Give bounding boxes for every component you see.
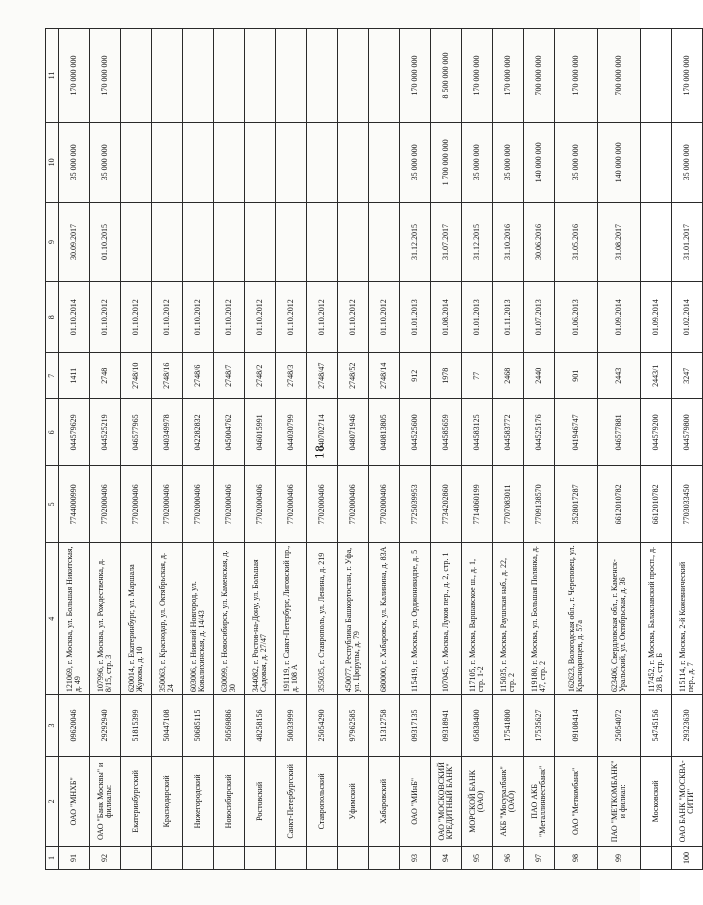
row-number: 92 [90, 846, 121, 869]
bik: 044583772 [493, 399, 524, 466]
address: 119180, г. Москва, ул. Большая Полянка, д. 47, стр. 2 [524, 543, 555, 695]
table-row [400, 29, 431, 870]
table-row [493, 29, 524, 870]
start-date: 01.06.2013 [555, 282, 598, 353]
table-row [307, 29, 338, 870]
license-number: 2443/1 [641, 353, 672, 399]
end-date: 31.05.2016 [555, 202, 598, 282]
row-number [641, 846, 672, 869]
table-row [214, 29, 245, 870]
table-body [46, 29, 703, 870]
table-row [338, 29, 369, 870]
total-amount [152, 29, 183, 123]
row-number: 97 [524, 846, 555, 869]
total-amount [338, 29, 369, 123]
reg-code: 50447108 [152, 695, 183, 757]
bik: 044585659 [431, 399, 462, 466]
row-number [307, 846, 338, 869]
row-number: 91 [59, 846, 90, 869]
start-date: 01.10.2012 [183, 282, 214, 353]
end-date: 31.10.2016 [493, 202, 524, 282]
table-row [152, 29, 183, 870]
bik: 044525219 [90, 399, 121, 466]
start-date: 01.10.2012 [276, 282, 307, 353]
license-number: 2748/2 [245, 353, 276, 399]
license-number: 2748/6 [183, 353, 214, 399]
bik: 044579200 [641, 399, 672, 466]
bik: 044525600 [400, 399, 431, 466]
inn: 7702000406 [307, 466, 338, 543]
row-number [121, 846, 152, 869]
inn: 7702000406 [121, 466, 152, 543]
bank-name: Екатеринбургский [121, 756, 152, 846]
row-number [276, 846, 307, 869]
inn: 7714060199 [462, 466, 493, 543]
end-date: 31.12.2015 [400, 202, 431, 282]
bank-name: ПАО "МЕТКОМБАНК" и филиал: [598, 756, 641, 846]
start-date: 01.09.2014 [641, 282, 672, 353]
bik: 040813805 [369, 399, 400, 466]
reg-code: 09108414 [555, 695, 598, 757]
table-row [555, 29, 598, 870]
license-number: 2443 [598, 353, 641, 399]
reg-code: 50685115 [183, 695, 214, 757]
address: 680000, г. Хабаровск, ул. Калинина, д. 83А [369, 543, 400, 695]
end-date [276, 202, 307, 282]
bank-name: Краснодарский [152, 756, 183, 846]
table-row [672, 29, 703, 870]
reg-code: 25054072 [598, 695, 641, 757]
reg-code: 97962585 [338, 695, 369, 757]
address: 450077, Республика Башкортостан, г. Уфа, ул. Цюрупы, д. 79 [338, 543, 369, 695]
bank-name: Нижегородский [183, 756, 214, 846]
bank-name: ПАО АКБ "Металлинвестбанк" [524, 756, 555, 846]
address: 630099, г. Новосибирск, ул. Каменская, д. 30 [214, 543, 245, 695]
address: 623406, Свердловская обл., г. Каменск-Уральский, ул. Октябрьская, д. 36 [598, 543, 641, 695]
license-number: 1411 [59, 353, 90, 399]
reg-code: 05838400 [462, 695, 493, 757]
limit-amount: 35 000 000 [90, 122, 121, 202]
limit-amount: 35 000 000 [555, 122, 598, 202]
inn: 7725039953 [400, 466, 431, 543]
limit-amount [641, 122, 672, 202]
start-date: 01.10.2012 [307, 282, 338, 353]
reg-code: 09318941 [431, 695, 462, 757]
row-number: 100 [672, 846, 703, 869]
table-row [276, 29, 307, 870]
bik: 040349978 [152, 399, 183, 466]
column-header: 9 [46, 202, 59, 282]
start-date: 01.09.2014 [598, 282, 641, 353]
total-amount [245, 29, 276, 123]
inn: 7702000406 [276, 466, 307, 543]
page-number: 18 [313, 445, 327, 459]
end-date: 30.06.2016 [524, 202, 555, 282]
start-date: 01.10.2012 [338, 282, 369, 353]
table-row [431, 29, 462, 870]
limit-amount: 1 700 000 000 [431, 122, 462, 202]
inn: 3528017287 [555, 466, 598, 543]
bank-name: Новосибирский [214, 756, 245, 846]
end-date: 01.10.2015 [90, 202, 121, 282]
row-number: 95 [462, 846, 493, 869]
bik: 048071946 [338, 399, 369, 466]
total-amount [214, 29, 245, 123]
limit-amount [183, 122, 214, 202]
total-amount [369, 29, 400, 123]
start-date: 01.01.2013 [400, 282, 431, 353]
inn: 7702000406 [183, 466, 214, 543]
reg-code: 09620046 [59, 695, 90, 757]
limit-amount [276, 122, 307, 202]
header-row [46, 29, 59, 870]
limit-amount [214, 122, 245, 202]
address: 620014, г. Екатеринбург, ул. Маршала Жукова, д. 10 [121, 543, 152, 695]
bank-register-table [45, 28, 703, 870]
row-number [338, 846, 369, 869]
start-date: 01.10.2012 [214, 282, 245, 353]
address: 121069, г. Москва, ул. Большая Никитская, д. 49 [59, 543, 90, 695]
inn: 7702000406 [245, 466, 276, 543]
limit-amount [369, 122, 400, 202]
license-number: 901 [555, 353, 598, 399]
inn: 7702000406 [214, 466, 245, 543]
start-date: 01.10.2012 [245, 282, 276, 353]
total-amount [641, 29, 672, 123]
bik: 044030799 [276, 399, 307, 466]
reg-code: 54745156 [641, 695, 672, 757]
bank-name: ОАО "Банк Москвы" и филиалы: [90, 756, 121, 846]
license-number: 2748/7 [214, 353, 245, 399]
license-number: 3247 [672, 353, 703, 399]
bank-name: АКБ "Мосуралбанк" (ОАО) [493, 756, 524, 846]
address: 107045, г. Москва, Луков пер., д. 2, стр. 1 [431, 543, 462, 695]
end-date [369, 202, 400, 282]
start-date: 01.10.2012 [90, 282, 121, 353]
address: 162623, Вологодская обл., г. Череповец, ул. Краснодонцев, д. 57а [555, 543, 598, 695]
reg-code: 50033999 [276, 695, 307, 757]
bik: 046015991 [245, 399, 276, 466]
end-date: 31.01.2017 [672, 202, 703, 282]
license-number: 77 [462, 353, 493, 399]
reg-code: 51312758 [369, 695, 400, 757]
end-date: 31.12.2015 [462, 202, 493, 282]
column-header: 3 [46, 695, 59, 757]
bik: 044579800 [672, 399, 703, 466]
license-number: 2748/14 [369, 353, 400, 399]
limit-amount: 140 000 000 [598, 122, 641, 202]
end-date [641, 202, 672, 282]
total-amount [121, 29, 152, 123]
limit-amount [307, 122, 338, 202]
bank-name: Хабаровский [369, 756, 400, 846]
reg-code: 17535627 [524, 695, 555, 757]
rotated-table-wrapper [45, 28, 695, 870]
bik: 040702714 [307, 399, 338, 466]
total-amount: 700 000 000 [524, 29, 555, 123]
table-row [59, 29, 90, 870]
row-number [369, 846, 400, 869]
bank-name: Уфимский [338, 756, 369, 846]
row-number: 98 [555, 846, 598, 869]
bik: 045004762 [214, 399, 245, 466]
license-number: 2748 [90, 353, 121, 399]
license-number: 2468 [493, 353, 524, 399]
end-date [214, 202, 245, 282]
license-number: 2748/10 [121, 353, 152, 399]
limit-amount: 35 000 000 [400, 122, 431, 202]
bank-name: ОАО БАНК "МОСКВА-СИТИ" [672, 756, 703, 846]
inn: 7702000406 [369, 466, 400, 543]
inn: 7734202860 [431, 466, 462, 543]
limit-amount [338, 122, 369, 202]
license-number: 2748/3 [276, 353, 307, 399]
start-date: 01.08.2014 [431, 282, 462, 353]
license-number: 912 [400, 353, 431, 399]
inn: 6612010782 [598, 466, 641, 543]
bank-name: Ростовский [245, 756, 276, 846]
end-date [338, 202, 369, 282]
license-number: 1978 [431, 353, 462, 399]
bank-name: МОРСКОЙ БАНК (ОАО) [462, 756, 493, 846]
address: 191119, г. Санкт-Петербург, Лиговский пр., д. 108 А [276, 543, 307, 695]
start-date: 01.01.2013 [462, 282, 493, 353]
column-header: 5 [46, 466, 59, 543]
row-number: 93 [400, 846, 431, 869]
start-date: 01.10.2012 [369, 282, 400, 353]
reg-code: 09317135 [400, 695, 431, 757]
limit-amount: 140 000 000 [524, 122, 555, 202]
end-date [307, 202, 338, 282]
total-amount: 170 000 000 [59, 29, 90, 123]
start-date: 01.10.2014 [59, 282, 90, 353]
bank-name: ОАО "МИнБ" [400, 756, 431, 846]
table-row [598, 29, 641, 870]
license-number: 2748/47 [307, 353, 338, 399]
limit-amount [245, 122, 276, 202]
license-number: 2748/52 [338, 353, 369, 399]
address: 117105, г. Москва, Варшавское ш., д. 1, стр. 1-2 [462, 543, 493, 695]
limit-amount [152, 122, 183, 202]
total-amount: 170 000 000 [493, 29, 524, 123]
start-date: 01.07.2013 [524, 282, 555, 353]
row-number [152, 846, 183, 869]
table-row [524, 29, 555, 870]
total-amount [183, 29, 214, 123]
row-number: 99 [598, 846, 641, 869]
bik: 044579629 [59, 399, 90, 466]
row-number [245, 846, 276, 869]
reg-code: 17541800 [493, 695, 524, 757]
bik: 041946747 [555, 399, 598, 466]
reg-code: 29323630 [672, 695, 703, 757]
start-date: 01.10.2012 [152, 282, 183, 353]
address: 115114, г. Москва, 2-й Кожевнический пер., д. 7 [672, 543, 703, 695]
column-header: 7 [46, 353, 59, 399]
row-number: 94 [431, 846, 462, 869]
bank-name: Московский [641, 756, 672, 846]
total-amount: 170 000 000 [672, 29, 703, 123]
table-row [90, 29, 121, 870]
inn: 7744000990 [59, 466, 90, 543]
address: 107996, г. Москва, ул. Рождественка, д. 8/15, стр. 3 [90, 543, 121, 695]
end-date [152, 202, 183, 282]
total-amount: 170 000 000 [90, 29, 121, 123]
inn: 7707083011 [493, 466, 524, 543]
row-number [214, 846, 245, 869]
column-header: 4 [46, 543, 59, 695]
limit-amount: 35 000 000 [493, 122, 524, 202]
end-date: 31.08.2017 [598, 202, 641, 282]
table-row [641, 29, 672, 870]
address: 350063, г. Краснодар, ул. Октябрьская, д. 24 [152, 543, 183, 695]
table-row [121, 29, 152, 870]
end-date: 30.09.2017 [59, 202, 90, 282]
start-date: 01.02.2014 [672, 282, 703, 353]
end-date [245, 202, 276, 282]
inn: 7703033450 [672, 466, 703, 543]
inn: 7709138570 [524, 466, 555, 543]
end-date [121, 202, 152, 282]
table-row [462, 29, 493, 870]
end-date: 31.07.2017 [431, 202, 462, 282]
bank-name: Санкт-Петербургский [276, 756, 307, 846]
total-amount: 8 500 000 000 [431, 29, 462, 123]
column-header: 8 [46, 282, 59, 353]
total-amount [307, 29, 338, 123]
limit-amount: 35 000 000 [462, 122, 493, 202]
row-number [183, 846, 214, 869]
column-header: 2 [46, 756, 59, 846]
bik: 042282832 [183, 399, 214, 466]
table-row [183, 29, 214, 870]
row-number: 96 [493, 846, 524, 869]
table-row [245, 29, 276, 870]
reg-code: 48258156 [245, 695, 276, 757]
bank-name: ОАО "Меткомбанк" [555, 756, 598, 846]
bik: 044583125 [462, 399, 493, 466]
inn: 7702000406 [152, 466, 183, 543]
table-row [369, 29, 400, 870]
bik: 044525176 [524, 399, 555, 466]
total-amount [276, 29, 307, 123]
bank-name: ОАО "МНХБ" [59, 756, 90, 846]
address: 115035, г. Москва, Раушская наб., д. 22, стр. 2 [493, 543, 524, 695]
column-header: 1 [46, 846, 59, 869]
inn: 6612010782 [641, 466, 672, 543]
start-date: 01.10.2012 [121, 282, 152, 353]
bank-name: Ставропольский [307, 756, 338, 846]
limit-amount: 35 000 000 [672, 122, 703, 202]
address: 115419, г. Москва, ул. Орджоникидзе, д. 5 [400, 543, 431, 695]
bik: 046577881 [598, 399, 641, 466]
inn: 7702000406 [90, 466, 121, 543]
limit-amount: 35 000 000 [59, 122, 90, 202]
reg-code: 25054290 [307, 695, 338, 757]
reg-code: 51815399 [121, 695, 152, 757]
column-header: 6 [46, 399, 59, 466]
start-date: 01.11.2013 [493, 282, 524, 353]
address: 603006, г. Нижний Новгород, ул. Ковалихинская, д. 14/43 [183, 543, 214, 695]
end-date [183, 202, 214, 282]
address: 117452, г. Москва, Балаклавский просп., д. 28 В, стр. Б [641, 543, 672, 695]
total-amount: 170 000 000 [400, 29, 431, 123]
address: 344082, г. Ростов-на-Дону, ул. Большая Садовая, д. 27/47 [245, 543, 276, 695]
address: 355035, г. Ставрополь, ул. Ленина, д. 219 [307, 543, 338, 695]
total-amount: 700 000 000 [598, 29, 641, 123]
inn: 7702000406 [338, 466, 369, 543]
bank-name: ОАО "МОСКОВСКИЙ КРЕДИТНЫЙ БАНК" [431, 756, 462, 846]
column-header: 10 [46, 122, 59, 202]
license-number: 2440 [524, 353, 555, 399]
limit-amount [121, 122, 152, 202]
column-header: 11 [46, 29, 59, 123]
total-amount: 170 000 000 [555, 29, 598, 123]
license-number: 2748/16 [152, 353, 183, 399]
bik: 046577965 [121, 399, 152, 466]
total-amount: 170 000 000 [462, 29, 493, 123]
reg-code: 29292940 [90, 695, 121, 757]
reg-code: 50569886 [214, 695, 245, 757]
